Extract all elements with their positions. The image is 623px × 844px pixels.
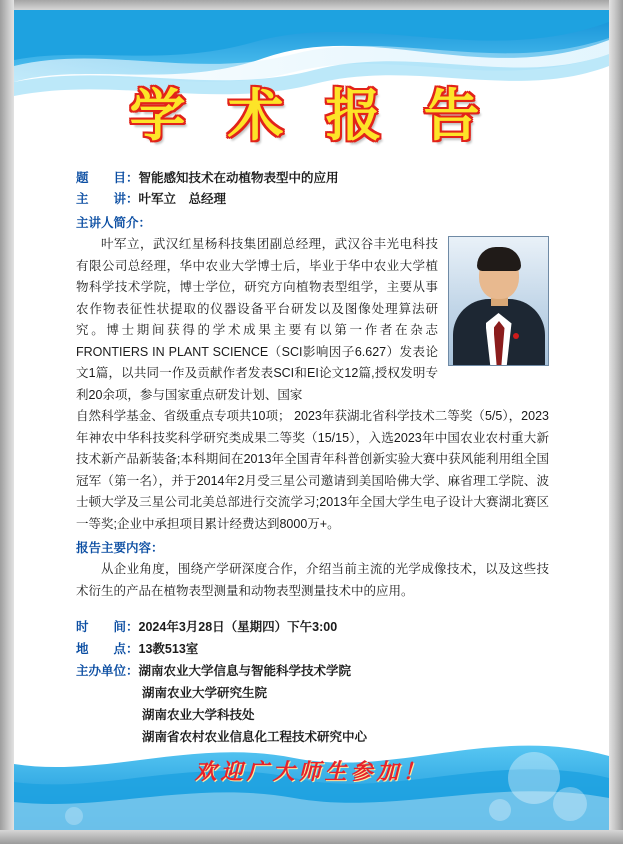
- topic-label: 题 目：: [76, 171, 139, 185]
- poster-body: [14, 168, 609, 748]
- speaker-row: [76, 189, 549, 210]
- page-border-top: [0, 0, 623, 10]
- poster-sheet: [14, 10, 609, 830]
- place-value: 13教513室: [138, 642, 199, 656]
- organizer-label: 主办单位：: [76, 664, 139, 678]
- topic-row: [76, 168, 549, 189]
- page-border-left: [0, 0, 14, 844]
- content-heading: 报告主要内容：: [76, 541, 164, 555]
- time-value: 2024年3月28日（星期四）下午3:00: [138, 620, 338, 634]
- bio-paragraph-1: 叶军立，武汉红星杨科技集团副总经理，武汉谷丰光电科技有限公司总经理，华中农业大学博士后，毕业于华中农业大学植物科学技术学院，博士学位，研究方向植物表型组学，主要从事农作物表征性状提取的仪器设备平台研发以及图像处理算法研究。博士期间获得的学术成果主要有以第一作者在杂志FRONTIERS IN PLANT SCIENCE（SCI影响因子6.627）发表论文1篇，以共同一作及贡献作者发表SCI和EI论文12篇,授权发明专利20余项，参与国家重点研发计划、国家: [76, 237, 438, 402]
- welcome-slogan: 欢迎广大师生参加！: [194, 759, 429, 784]
- bio-paragraph-2: 自然科学基金、省级重点专项共10项； 2023年获湖北省科学技术二等奖（5/5），2023年神农中华科技奖科学研究类成果二等奖（15/15），入选2023年中国农业农村重大新技术新产品新装备;本科期间在2013年全国青年科普创新实验大赛中获风能利用组全国冠军（第一名），并于2014年2月受三星公司邀请到美国哈佛大学、麻省理工学院、波士顿大学及三星公司北美总部进行交流学习;2013年全国大学生电子设计大赛湖北赛区一等奖;企业中承担项目累计经费达到8000万+。: [76, 409, 549, 531]
- speaker-label: 主 讲：: [76, 192, 139, 206]
- place-row: [76, 638, 549, 660]
- page-border-bottom: [0, 830, 623, 844]
- page-title: 学 术 报 告: [129, 86, 494, 148]
- organizer-value: 湖南农业大学信息与智能科学技术学院: [138, 664, 352, 678]
- time-label: 时 间：: [76, 620, 139, 634]
- bio-heading: 主讲人简介：: [76, 216, 152, 230]
- organizer-extra-item: 湖南省农村农业信息化工程技术研究中心: [142, 730, 368, 744]
- speaker-value: 叶军立 总经理: [138, 192, 227, 206]
- photo-hair: [477, 247, 521, 271]
- place-label: 地 点：: [76, 642, 139, 656]
- organizer-row: [76, 660, 549, 682]
- organizer-extra-item: 湖南农业大学研究生院: [142, 686, 268, 700]
- page-border-right: [609, 0, 623, 844]
- content-paragraph: 从企业角度，围绕产学研深度合作，介绍当前主流的光学成像技术，以及这些技术衍生的产品在植物表型测量和动物表型测量技术中的应用。: [76, 562, 549, 598]
- time-row: [76, 616, 549, 638]
- topic-value: 智能感知技术在动植物表型中的应用: [138, 171, 339, 185]
- organizer-extra-item: 湖南农业大学科技处: [142, 708, 255, 722]
- speaker-photo: [448, 236, 549, 366]
- photo-lapel-pin: [513, 333, 519, 339]
